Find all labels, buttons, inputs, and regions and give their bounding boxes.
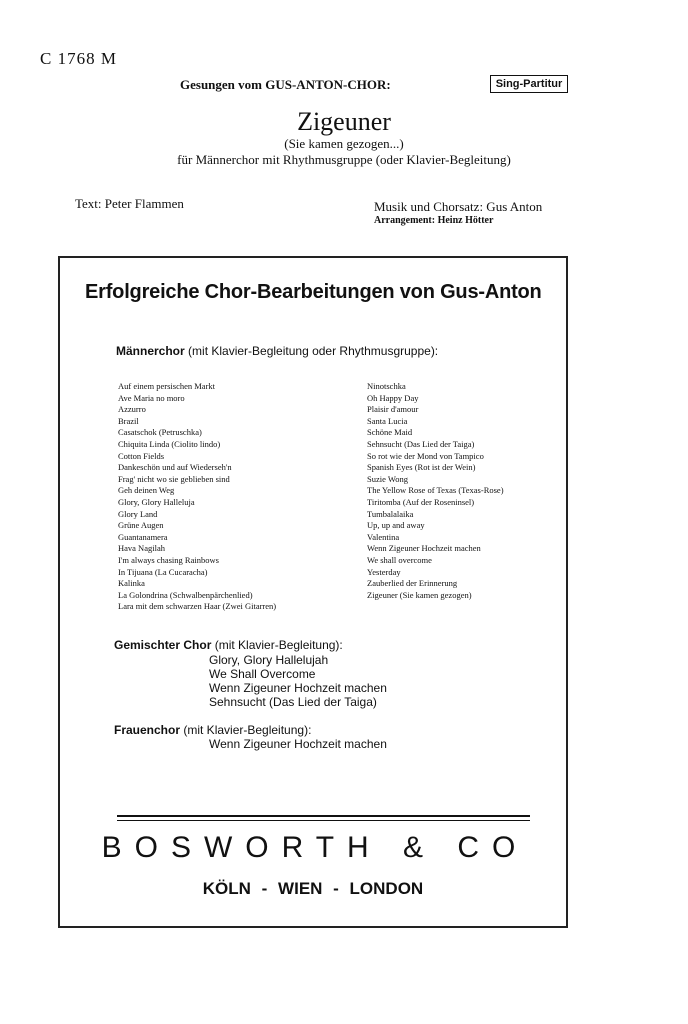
arranger-credit: Arrangement: Heinz Hötter <box>374 215 494 226</box>
song-list-item: Cotton Fields <box>118 450 165 461</box>
catalog-number: C 1768 M <box>40 49 117 68</box>
song-list-item: Auf einem persischen Markt <box>118 381 216 391</box>
song-list-item: Sehnsucht (Das Lied der Taiga) <box>367 438 475 449</box>
song-list-item: Schöne Maid <box>367 427 413 438</box>
maennerchor-list-left <box>118 381 276 613</box>
maennerchor-section-heading <box>116 344 438 358</box>
song-list-item: Azzurro <box>118 404 146 415</box>
song-list-item: Wenn Zigeuner Hochzeit machen <box>209 737 387 751</box>
song-list-item: Geh deinen Weg <box>118 485 175 496</box>
song-list-item: Plaisir d'amour <box>367 404 419 415</box>
song-list-item: Lara mit dem schwarzen Haar (Zwei Gitarren) <box>118 601 277 612</box>
maennerchor-list-right <box>367 381 504 601</box>
gemischter-chor-label: Gemischter Chor <box>114 638 212 652</box>
song-list-item: Dankeschön und auf Wiederseh'n <box>118 462 232 473</box>
frauenchor-section-heading <box>114 723 311 737</box>
lyricist-credit: Text: Peter Flammen <box>75 196 184 211</box>
song-list-item: La Golondrina (Schwalbenpärchenlied) <box>118 589 253 600</box>
sung-by-line: Gesungen vom GUS-ANTON-CHOR: <box>180 77 391 92</box>
publisher-name: BOSWORTH & CO <box>101 831 529 864</box>
song-list-item: So rot wie der Mond von Tampico <box>367 450 484 461</box>
song-list-item: Frag' nicht wo sie geblieben sind <box>118 473 230 484</box>
song-list-item: Ninotschka <box>367 381 406 391</box>
frauenchor-list <box>209 737 387 751</box>
advertisement-heading: Erfolgreiche Chor-Bearbeitungen von Gus-Anton <box>85 281 542 303</box>
song-list-item: Yesterday <box>367 566 401 577</box>
song-list-item: We Shall Overcome <box>209 667 316 681</box>
song-list-item: We shall overcome <box>367 554 432 565</box>
song-list-item: Santa Lucia <box>367 415 408 426</box>
song-title: Zigeuner <box>297 107 391 136</box>
composer-credit: Musik und Chorsatz: Gus Anton <box>374 199 543 214</box>
song-list-item: Glory, Glory Halleluja <box>118 496 195 507</box>
song-list-item: Glory Land <box>118 508 158 519</box>
song-list-item: Glory, Glory Hallelujah <box>209 653 329 667</box>
song-list-item: The Yellow Rose of Texas (Texas-Rose) <box>367 485 504 496</box>
gemischter-chor-note: (mit Klavier-Begleitung): <box>214 638 343 652</box>
song-list-item: Grüne Augen <box>118 520 164 531</box>
instrumentation-line: für Männerchor mit Rhythmusgruppe (oder Klavier-Begleitung) <box>177 152 511 167</box>
song-list-item: Spanish Eyes (Rot ist der Wein) <box>367 462 476 473</box>
song-list-item: Valentina <box>367 531 400 542</box>
song-list-item: Up, up and away <box>367 520 425 531</box>
song-list-item: Ave Maria no moro <box>118 392 185 403</box>
maennerchor-note: (mit Klavier-Begleitung oder Rhythmusgruppe): <box>188 344 439 358</box>
divider-rule-thick <box>117 815 530 817</box>
frauenchor-label: Frauenchor <box>114 723 181 737</box>
gemischter-chor-list <box>209 653 387 709</box>
maennerchor-label: Männerchor <box>116 344 185 358</box>
song-list-item: Suzie Wong <box>367 473 408 484</box>
song-list-item: I'm always chasing Rainbows <box>118 554 219 565</box>
song-list-item: Zigeuner (Sie kamen gezogen) <box>367 589 472 600</box>
song-list-item: Tumbalalaika <box>367 508 414 519</box>
song-list-item: Chiquita Linda (Ciolito lindo) <box>118 438 221 449</box>
song-list-item: Zauberlied der Erinnerung <box>367 578 458 589</box>
frauenchor-note: (mit Klavier-Begleitung): <box>183 723 312 737</box>
gemischter-chor-section-heading <box>114 638 343 652</box>
song-list-item: Brazil <box>118 415 139 426</box>
song-list-item: Guantanamera <box>118 531 168 542</box>
song-list-item: Sehnsucht (Das Lied der Taiga) <box>209 695 377 709</box>
song-list-item: Casatschok (Petruschka) <box>118 427 202 438</box>
publisher-cities: KÖLN - WIEN - LONDON <box>202 879 424 898</box>
song-list-item: Kalinka <box>118 578 145 589</box>
song-list-item: Wenn Zigeuner Hochzeit machen <box>209 681 387 695</box>
score-type-badge: Sing-Partitur <box>490 75 568 93</box>
song-list-item: Tiritomba (Auf der Roseninsel) <box>367 496 475 507</box>
song-list-item: Hava Nagilah <box>118 543 165 554</box>
song-list-item: Oh Happy Day <box>367 392 419 403</box>
song-list-item: Wenn Zigeuner Hochzeit machen <box>367 543 481 554</box>
divider-rule-thin <box>117 820 530 821</box>
song-subtitle: (Sie kamen gezogen...) <box>284 136 404 151</box>
song-list-item: In Tijuana (La Cucaracha) <box>118 566 208 577</box>
